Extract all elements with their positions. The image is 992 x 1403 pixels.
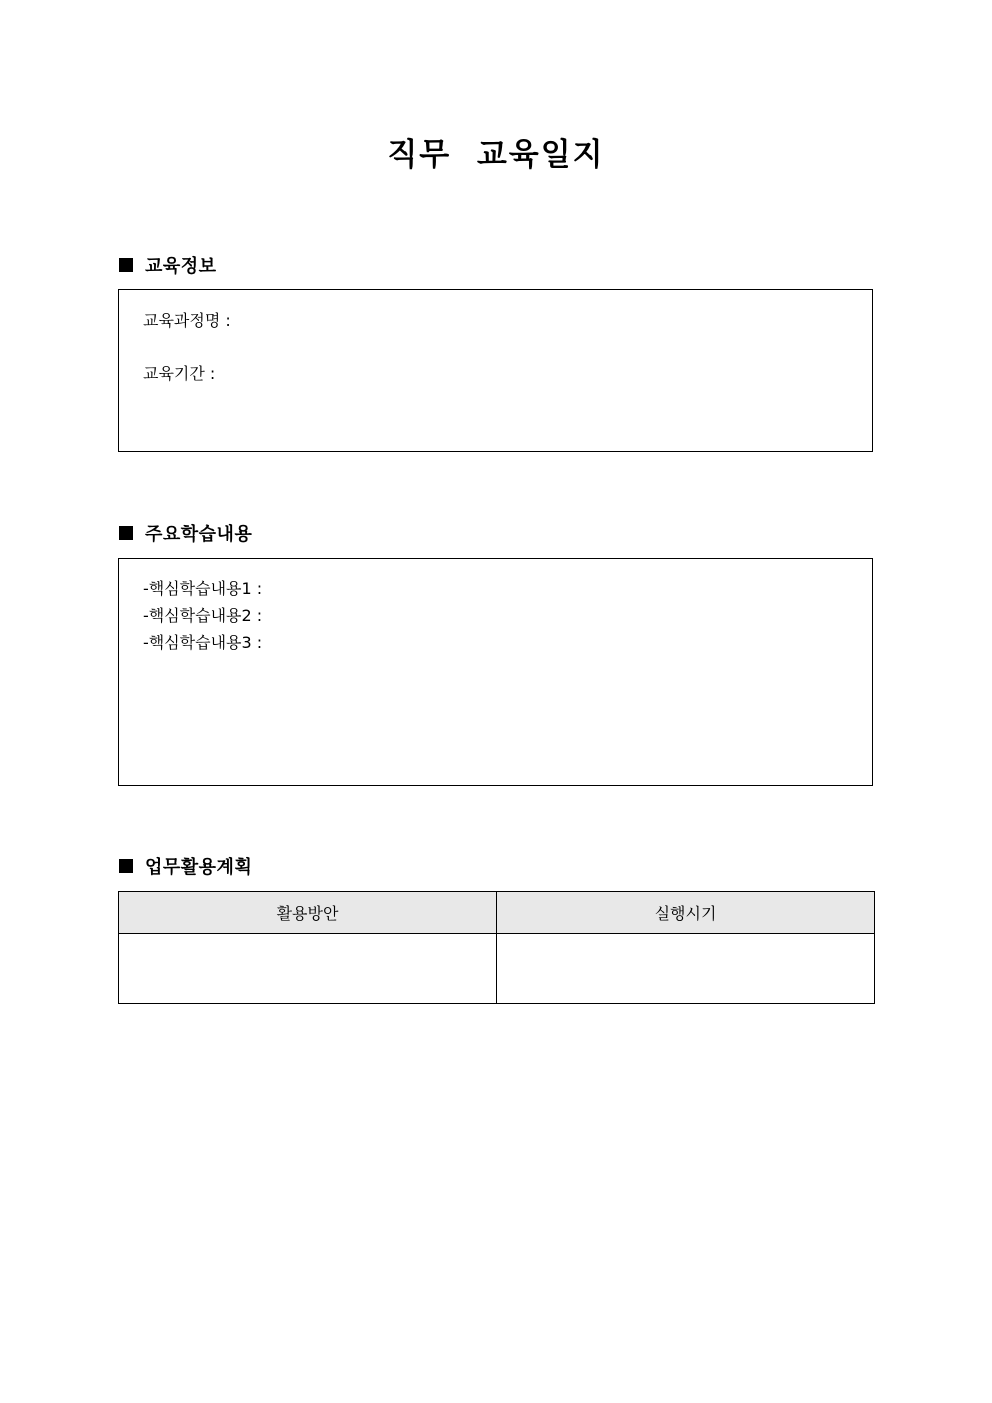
section-heading-info: [119, 252, 217, 278]
course-period-label: 교육기간 :: [143, 364, 216, 383]
square-bullet-icon: [119, 258, 133, 272]
usage-cell[interactable]: [119, 934, 497, 1004]
learning-item-3: -핵심학습내용3 :: [143, 633, 263, 652]
column-header-timing: 실행시기: [497, 892, 875, 934]
table-row: [119, 934, 875, 1004]
info-box: [118, 289, 873, 452]
section-heading-learning: [119, 520, 252, 546]
square-bullet-icon: [119, 859, 133, 873]
table-header-row: [119, 892, 875, 934]
document-title: 직무 교육일지: [387, 137, 605, 173]
square-bullet-icon: [119, 526, 133, 540]
timing-cell[interactable]: [497, 934, 875, 1004]
section-heading-label: 교육정보: [145, 256, 217, 277]
plan-table: [118, 891, 875, 1004]
column-header-usage: 활용방안: [119, 892, 497, 934]
section-heading-label: 주요학습내용: [145, 524, 253, 545]
learning-item-2: -핵심학습내용2 :: [143, 606, 263, 625]
section-heading-plan: [119, 853, 252, 879]
learning-box: [118, 558, 873, 786]
section-heading-label: 업무활용계획: [145, 857, 253, 878]
course-name-label: 교육과정명 :: [143, 311, 231, 330]
learning-item-1: -핵심학습내용1 :: [143, 579, 263, 598]
